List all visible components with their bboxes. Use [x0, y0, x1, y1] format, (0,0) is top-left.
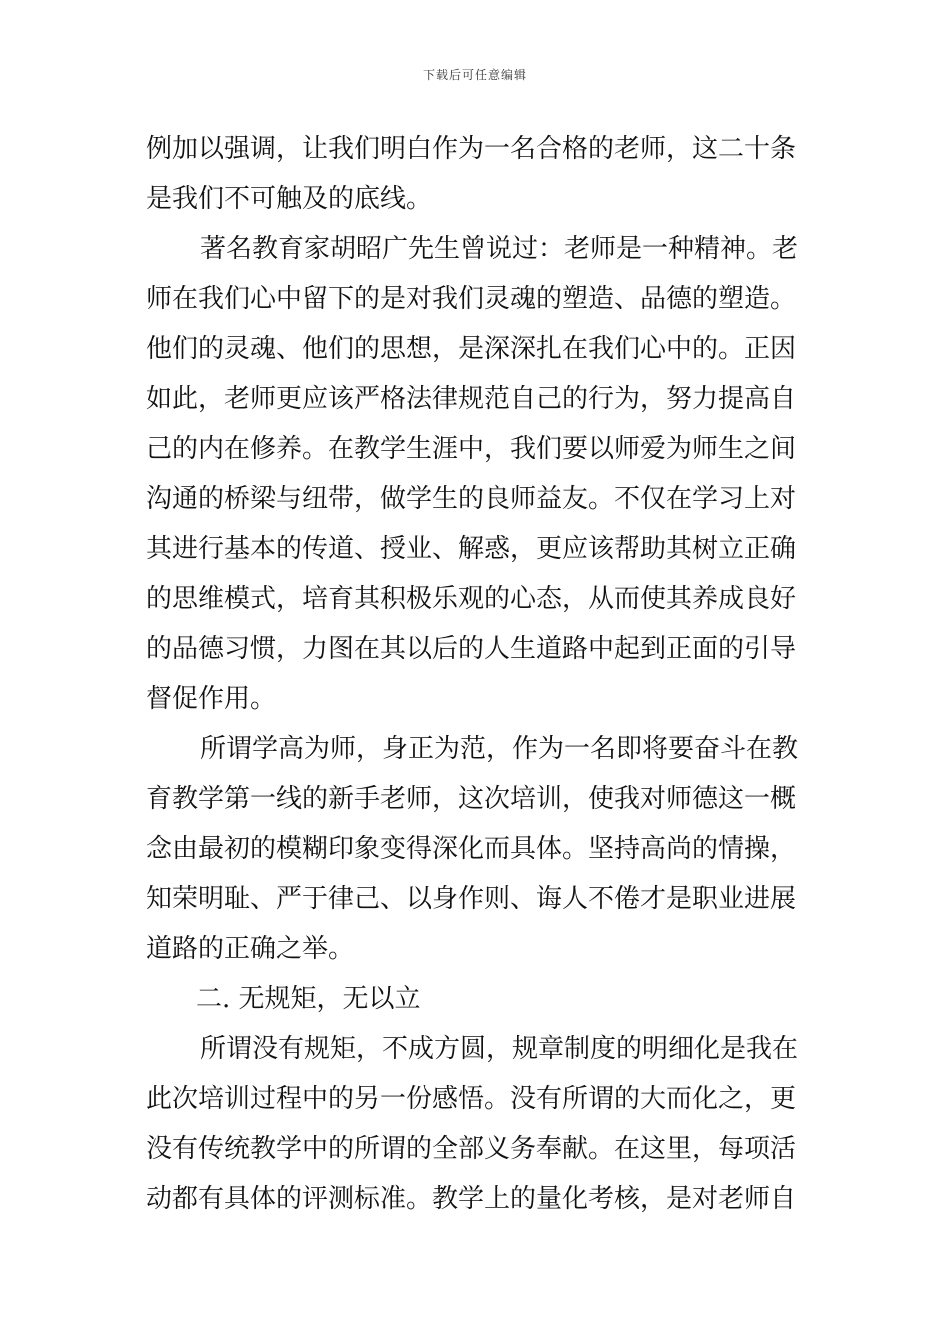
text-line: 如此，老师更应该严格法律规范自己的行为，努力提高自 — [146, 384, 797, 414]
text-line: 知荣明耻、严于律己、以身作则、诲人不倦才是职业进展 — [146, 884, 797, 914]
text-line: 念由最初的模糊印象变得深化而具体。坚持高尚的情操， — [146, 834, 797, 864]
text-line: 没有传统教学中的所谓的全部义务奉献。在这里，每项活 — [146, 1134, 797, 1164]
text-line: 师在我们心中留下的是对我们灵魂的塑造、品德的塑造。 — [146, 284, 797, 314]
text-line: 所谓没有规矩，不成方圆，规章制度的明细化是我在 — [200, 1034, 799, 1064]
text-line: 的思维模式，培育其积极乐观的心态，从而使其养成良好 — [146, 584, 797, 614]
document-body — [146, 124, 818, 1224]
text-line: 他们的灵魂、他们的思想，是深深扎在我们心中的。正因 — [146, 334, 797, 364]
text-line: 著名教育家胡昭广先生曾说过：老师是一种精神。老 — [200, 234, 799, 264]
text-line: 己的内在修养。在教学生涯中，我们要以师爱为师生之间 — [146, 434, 797, 464]
text-line: 此次培训过程中的另一份感悟。没有所谓的大而化之，更 — [146, 1084, 797, 1114]
text-line: 其进行基本的传道、授业、解惑，更应该帮助其树立正确 — [146, 534, 797, 564]
text-line: 道路的正确之举。 — [146, 934, 355, 964]
text-line: 是我们不可触及的底线。 — [146, 184, 433, 214]
text-line: 动都有具体的评测标准。教学上的量化考核，是对老师自 — [146, 1184, 797, 1214]
section-heading: 二. 无规矩，无以立 — [196, 984, 421, 1014]
text-line: 育教学第一线的新手老师，这次培训，使我对师德这一概 — [146, 784, 797, 814]
text-line: 例加以强调，让我们明白作为一名合格的老师，这二十条 — [146, 134, 797, 164]
text-line: 所谓学高为师，身正为范，作为一名即将要奋斗在教 — [200, 734, 799, 764]
page-header-note: 下载后可任意编辑 — [422, 68, 527, 82]
text-line: 督促作用。 — [146, 684, 277, 714]
text-line: 沟通的桥梁与纽带，做学生的良师益友。不仅在学习上对 — [146, 484, 797, 514]
text-line: 的品德习惯，力图在其以后的人生道路中起到正面的引导 — [146, 634, 797, 664]
